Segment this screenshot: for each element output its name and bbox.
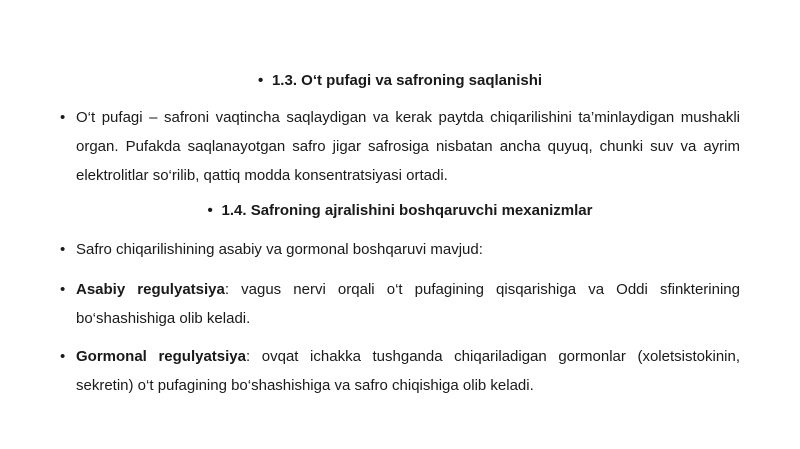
- bullet-item-regulation-intro: [60, 235, 740, 264]
- heading-text: 1.4. Safroning ajralishini boshqaruvchi mexanizmlar: [221, 202, 593, 219]
- paragraph-text: Safro chiqarilishining asabiy va gormonal boshqaruvi mavjud:: [76, 241, 483, 258]
- bullet-item-gallbladder-description: [60, 103, 740, 190]
- bullet-item-hormonal-regulation: [60, 342, 740, 400]
- bullet-icon: •: [60, 348, 66, 365]
- paragraph-text: O‘t pufagi – safroni vaqtincha saqlaydigan va kerak paytda chiqarilishini ta’minlaydigan mushakli organ. Pufakda saqlanayotgan safro jigar safrosiga nisbatan ancha quyuq, chunki suv va ayrim elektrolitlar so‘rilib, qattiq modda konsentratsiyasi ortadi.: [76, 109, 740, 184]
- heading-text: 1.3. O‘t pufagi va safroning saqlanishi: [271, 72, 543, 89]
- term-label: Gormonal regulyatsiya: [76, 348, 246, 365]
- bullet-icon: •: [207, 202, 213, 219]
- bullet-icon: •: [257, 72, 264, 89]
- bullet-icon: •: [60, 281, 66, 298]
- bullet-item-nervous-regulation: [60, 275, 740, 333]
- paragraph-text: : vagus nervi orqali o‘t pufagining qisqarishiga va Oddi sfinkterining bo‘shashishiga olib keladi.: [76, 281, 740, 327]
- section-heading-1-3: [60, 66, 740, 95]
- section-heading-1-4: [60, 196, 740, 225]
- paragraph-text: : ovqat ichakka tushganda chiqariladigan gormonlar (xoletsistokinin, sekretin) o‘t pufagining bo‘shashishiga va safro chiqishiga olib keladi.: [76, 348, 741, 394]
- term-label: Asabiy regulyatsiya: [76, 281, 225, 298]
- bullet-icon: •: [60, 109, 66, 126]
- bullet-icon: •: [60, 241, 66, 258]
